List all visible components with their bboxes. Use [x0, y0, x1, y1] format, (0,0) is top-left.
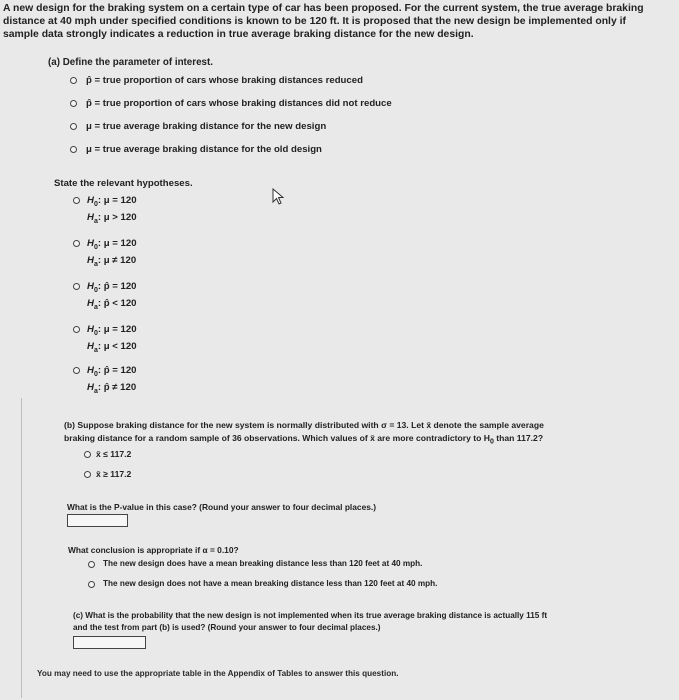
hypothesis-option-1-ha: $H_a$: μ > 120 — [87, 212, 137, 225]
part-a-prompt: (a) Define the parameter of interest. — [48, 57, 213, 68]
xbar-option-2-label: x̄ ≥ 117.2 — [96, 469, 132, 479]
hypothesis-option-5-h0: $H_0$: p̂ = 120 — [87, 365, 137, 378]
param-option-4-label: μ = true average braking distance for the old design — [86, 144, 322, 155]
hypotheses-prompt: State the relevant hypotheses. — [54, 178, 193, 189]
hypothesis-option-2-h0: $H_0$: μ = 120 — [87, 238, 137, 251]
part-c-line-2: and the test from part (b) is used? (Round your answer to four decimal places.) — [73, 623, 381, 632]
param-option-1-radio[interactable] — [70, 77, 77, 84]
hypothesis-option-4-radio[interactable] — [73, 326, 80, 333]
param-option-1-label: p̂ = true proportion of cars whose braking distances reduced — [86, 75, 363, 86]
hypothesis-option-3-radio[interactable] — [73, 283, 80, 290]
part-b-line-1: (b) Suppose braking distance for the new system is normally distributed with σ = 13. Let x̄ denote the sample average — [64, 420, 544, 430]
param-option-2-label: p̂ = true proportion of cars whose braking distances did not reduce — [86, 98, 392, 109]
hypothesis-option-4-ha: $H_a$: μ < 120 — [87, 341, 137, 354]
param-option-4-radio[interactable] — [70, 146, 77, 153]
param-option-2-radio[interactable] — [70, 100, 77, 107]
conclusion-option-1-radio[interactable] — [88, 561, 95, 568]
conclusion-option-2-radio[interactable] — [88, 581, 95, 588]
param-option-3-label: μ = true average braking distance for the new design — [86, 121, 327, 132]
pvalue-input[interactable] — [67, 514, 128, 527]
intro-line-3: sample data strongly indicates a reduction in true average braking distance for the new design. — [3, 29, 474, 41]
conclusion-option-2-label: The new design does not have a mean breaking distance less than 120 feet at 40 mph. — [103, 579, 438, 588]
appendix-note: You may need to use the appropriate table in the Appendix of Tables to answer this question. — [37, 669, 399, 678]
intro-line-1: A new design for the braking system on a certain type of car has been proposed. For the current system, the true average braking — [3, 3, 644, 14]
part-b-line-2: braking distance for a random sample of 36 observations. Which values of x̄ are more contradictory to $H_0$ than 117.2? — [64, 433, 544, 446]
xbar-option-1-radio[interactable] — [84, 451, 91, 458]
intro-line-2: distance at 40 mph under specified conditions is known to be 120 ft. It is proposed that the new design be implemented only if — [3, 16, 626, 28]
hypothesis-option-3-ha: $H_a$: p̂ < 120 — [87, 298, 137, 311]
conclusion-prompt: What conclusion is appropriate if α = 0.10? — [68, 545, 239, 555]
section-divider — [21, 398, 22, 698]
problem-intro — [3, 2, 677, 42]
part-c-line-1: (c) What is the probability that the new design is not implemented when its true average braking distance is actually 115 ft — [73, 611, 548, 620]
probability-input[interactable] — [73, 636, 146, 649]
hypothesis-option-2-ha: $H_a$: μ ≠ 120 — [87, 255, 137, 268]
hypothesis-option-1-h0: $H_0$: μ = 120 — [87, 195, 137, 208]
param-option-3-radio[interactable] — [70, 123, 77, 130]
xbar-option-2-radio[interactable] — [84, 471, 91, 478]
pvalue-prompt: What is the P-value in this case? (Round your answer to four decimal places.) — [67, 502, 377, 512]
hypothesis-option-4-h0: $H_0$: μ = 120 — [87, 324, 137, 337]
conclusion-option-1-label: The new design does have a mean breaking distance less than 120 feet at 40 mph. — [103, 559, 423, 568]
hypothesis-option-5-radio[interactable] — [73, 367, 80, 374]
hypothesis-option-3-h0: $H_0$: p̂ = 120 — [87, 281, 137, 294]
hypothesis-option-2-radio[interactable] — [73, 240, 80, 247]
xbar-option-1-label: x̄ ≤ 117.2 — [96, 449, 132, 459]
hypothesis-option-1-radio[interactable] — [73, 197, 80, 204]
hypothesis-option-5-ha: $H_a$: p̂ ≠ 120 — [87, 382, 137, 395]
mouse-cursor-icon — [272, 188, 286, 206]
